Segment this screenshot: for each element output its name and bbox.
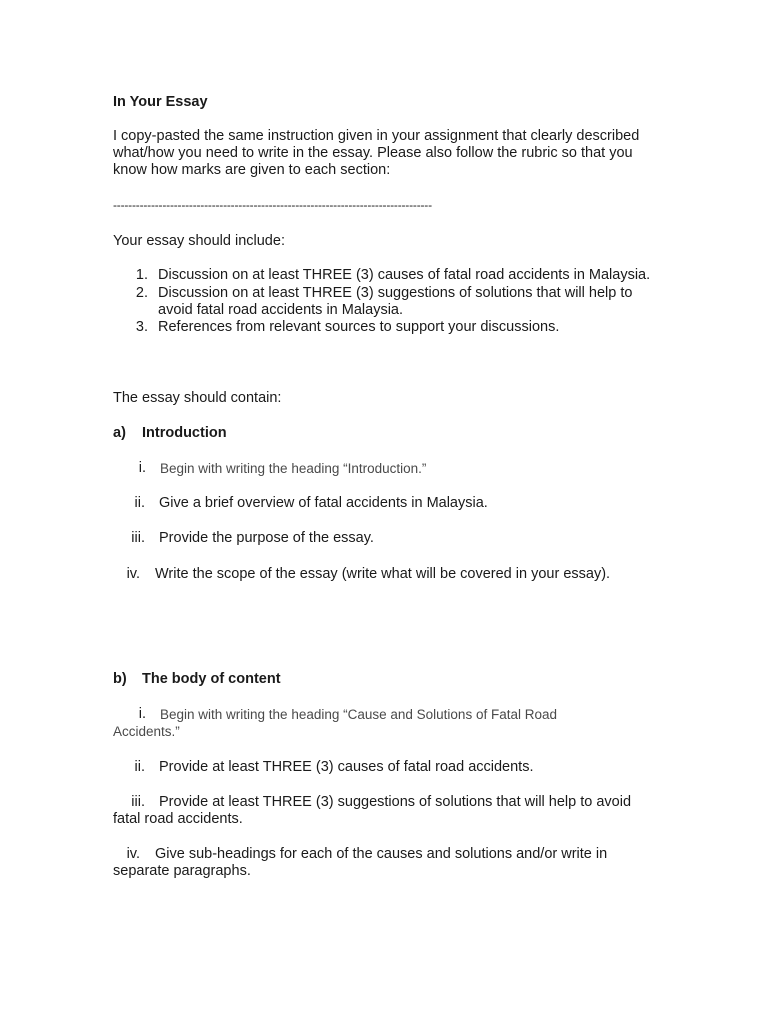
section-b-item-text-cont: Accidents.” <box>113 724 180 739</box>
section-a-item-text: Write the scope of the essay (write what will be covered in your essay). <box>155 566 611 582</box>
section-a-item-text: Give a brief overview of fatal accidents in Malaysia. <box>159 495 488 511</box>
intro-line-1: I copy-pasted the same instruction given in your assignment that clearly described <box>113 128 640 144</box>
section-b-item-text-cont: separate paragraphs. <box>113 863 251 879</box>
section-b-item-number: i. <box>138 706 146 722</box>
section-a-item-number: iii. <box>131 530 145 546</box>
section-b-item-number: iii. <box>131 794 145 810</box>
section-a-item-number: i. <box>138 460 146 476</box>
intro-line-2: what/how you need to write in the essay. Please also follow the rubric so that you <box>113 145 633 161</box>
section-b-item-text: Provide at least THREE (3) causes of fatal road accidents. <box>159 759 534 775</box>
section-b-item-text-cont: fatal road accidents. <box>113 811 243 827</box>
section-a-title: Introduction <box>142 425 227 441</box>
include-label: Your essay should include: <box>113 233 285 249</box>
page-heading: In Your Essay <box>113 94 208 110</box>
section-b-item-number: iv. <box>126 846 140 862</box>
include-item-text-cont: avoid fatal road accidents in Malaysia. <box>158 302 404 318</box>
include-item-number: 1. <box>135 267 148 283</box>
section-a-letter: a) <box>113 425 126 441</box>
section-b-item-text: Provide at least THREE (3) suggestions of solutions that will help to avoid <box>159 794 632 810</box>
section-a-item-number: iv. <box>126 566 140 582</box>
intro-line-3: know how marks are given to each section: <box>113 162 391 178</box>
section-b-item-text: Give sub-headings for each of the causes and solutions and/or write in <box>155 846 608 862</box>
section-b-title: The body of content <box>142 671 281 687</box>
section-a-item-text: Provide the purpose of the essay. <box>159 530 374 546</box>
contain-label: The essay should contain: <box>113 390 282 406</box>
section-a-item-number: ii. <box>134 495 145 511</box>
include-item-number: 2. <box>135 285 148 301</box>
section-a-item-text: Begin with writing the heading “Introduction.” <box>160 461 427 476</box>
include-item-number: 3. <box>135 319 148 335</box>
include-item-text: Discussion on at least THREE (3) causes of fatal road accidents in Malaysia. <box>158 267 651 283</box>
section-b-item-number: ii. <box>134 759 145 775</box>
section-b-letter: b) <box>113 671 127 687</box>
include-item-text: References from relevant sources to support your discussions. <box>158 319 560 335</box>
divider-line: ------------------------------------------------------------------------------------ <box>113 198 432 212</box>
include-item-text: Discussion on at least THREE (3) suggestions of solutions that will help to <box>158 285 633 301</box>
section-b-item-text: Begin with writing the heading “Cause and Solutions of Fatal Road <box>160 707 557 722</box>
